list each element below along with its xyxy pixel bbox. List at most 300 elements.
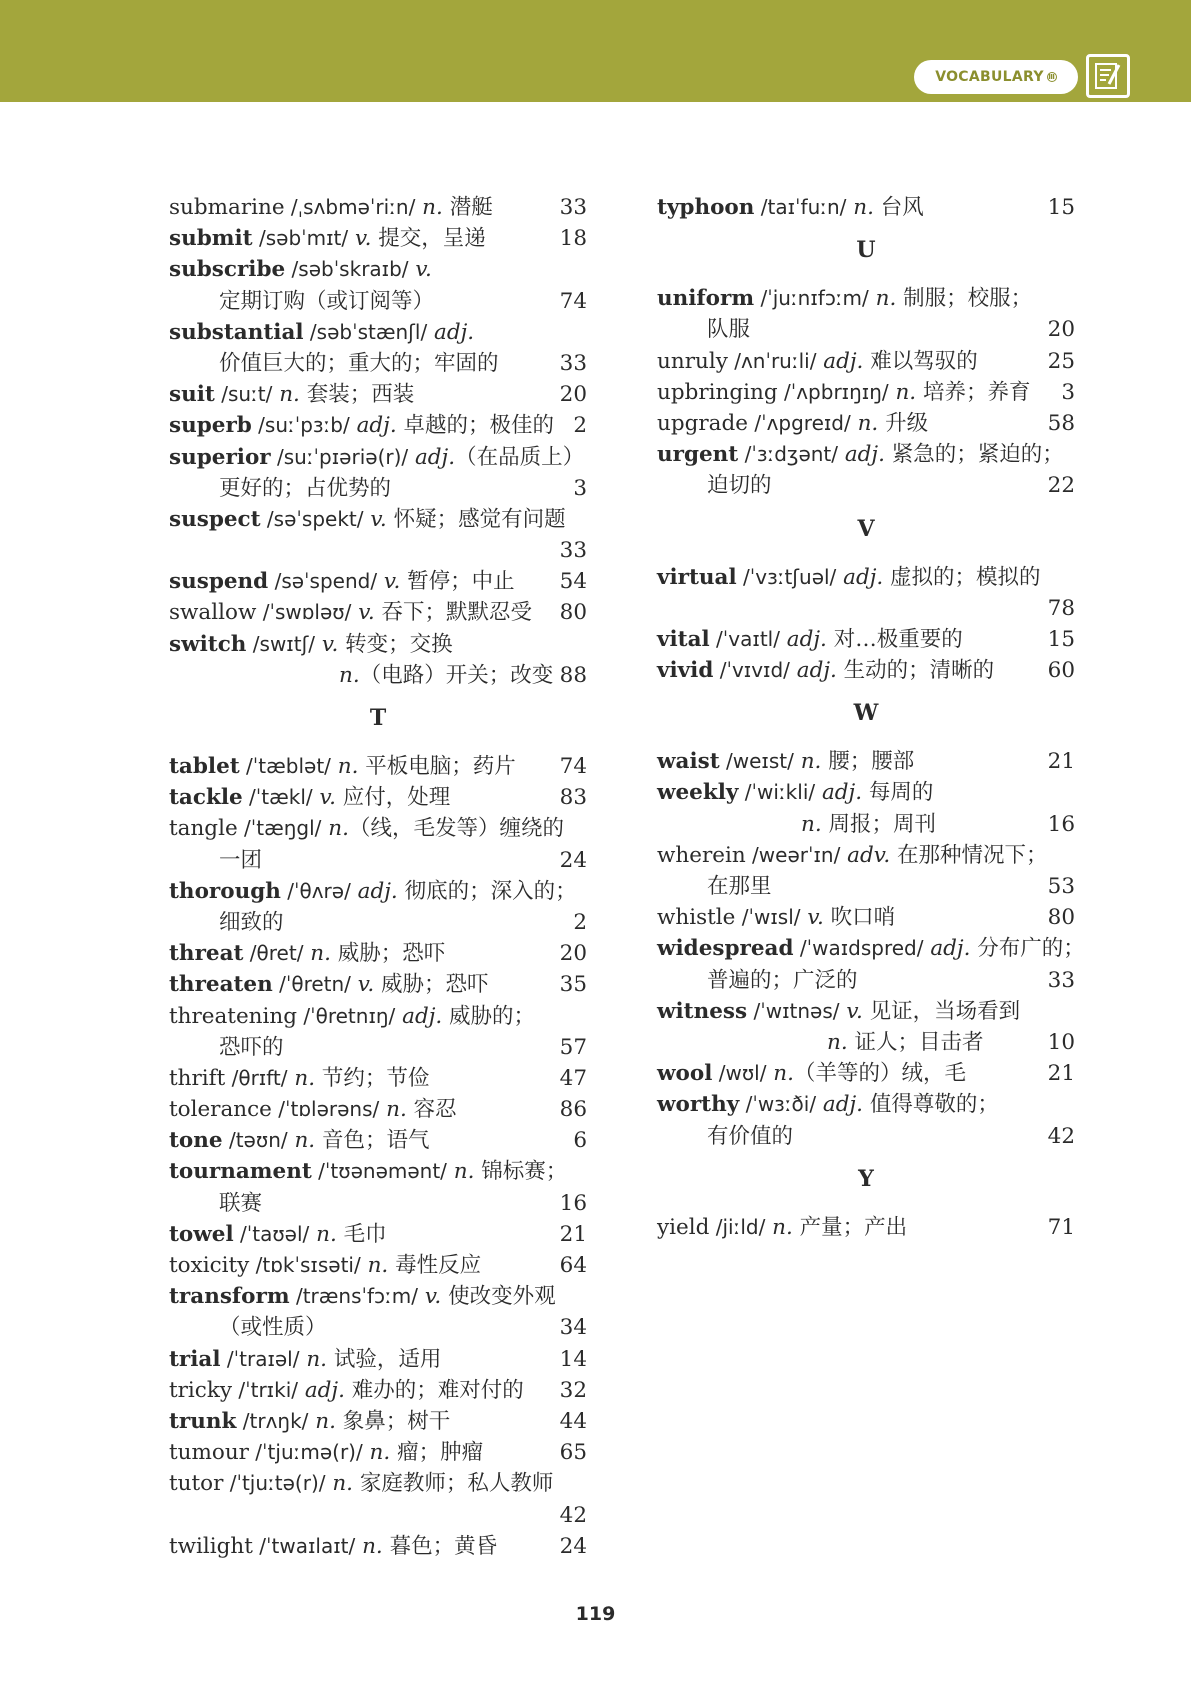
definition: 价值巨大的；重大的；牢固的 <box>219 350 499 376</box>
part-of-speech: n. <box>827 1029 848 1055</box>
headword: towel <box>169 1221 234 1247</box>
phonetic: /ˈvɜːtʃuəl/ <box>736 564 837 589</box>
part-of-speech: n. <box>888 379 917 405</box>
phonetic: /ˈswɒləʊ/ <box>256 600 352 625</box>
entry <box>169 1094 587 1125</box>
entry <box>657 1212 1075 1243</box>
entry <box>169 317 587 348</box>
part-of-speech: n. <box>362 1440 391 1466</box>
phonetic: /trænsˈfɔːm/ <box>289 1284 418 1309</box>
part-of-speech: adj. <box>395 1003 443 1029</box>
definition: 威胁；恐吓 <box>374 972 489 998</box>
page-ref: 2 <box>573 909 587 935</box>
entry <box>169 629 587 660</box>
headword: virtual <box>657 564 737 590</box>
part-of-speech: v. <box>351 600 375 626</box>
part-of-speech: n. <box>850 410 879 436</box>
entry <box>169 1219 587 1250</box>
page-ref: 14 <box>559 1346 587 1372</box>
entry <box>169 938 587 969</box>
definition: （羊等的）绒，毛 <box>793 1061 966 1087</box>
part-of-speech: n. <box>303 941 331 967</box>
entry <box>657 377 1075 408</box>
part-of-speech: n. <box>330 754 359 779</box>
page-ref: 10 <box>1047 1029 1075 1055</box>
page-ref: 83 <box>559 785 587 811</box>
definition: 转变；交换 <box>338 631 453 657</box>
entry <box>657 1058 1075 1089</box>
headword: upbringing <box>657 379 778 405</box>
page-ref: 74 <box>559 288 587 314</box>
definition: 虚拟的；模拟的 <box>883 564 1041 590</box>
headword: tone <box>169 1128 223 1154</box>
part-of-speech: n. <box>415 195 443 220</box>
definition: 见证，当场看到 <box>862 998 1021 1024</box>
headword: wool <box>657 1061 713 1087</box>
part-of-speech: n. <box>308 1408 336 1434</box>
phonetic: /suːt/ <box>214 382 273 407</box>
page-ref: 71 <box>1047 1214 1075 1240</box>
part-of-speech: n. <box>325 1471 353 1497</box>
section-mark: Ⅲ <box>1048 73 1056 81</box>
phonetic: /ˌsʌbməˈriːn/ <box>284 195 416 219</box>
page-ref: 34 <box>559 1315 587 1341</box>
headword: thorough <box>169 878 281 904</box>
phonetic: /weɪst/ <box>719 749 794 774</box>
headword: tournament <box>169 1159 312 1185</box>
definition: 吞下；默默忍受 <box>374 600 532 626</box>
headword: vital <box>657 626 710 652</box>
part-of-speech: n. <box>309 1221 337 1247</box>
page-ref: 80 <box>559 600 587 626</box>
entry <box>169 597 587 628</box>
part-of-speech: n. <box>793 749 822 775</box>
page-ref: 53 <box>1047 874 1075 899</box>
phonetic: /ˈtrɪki/ <box>232 1377 298 1402</box>
headword: superior <box>169 444 271 470</box>
headword: toxicity <box>169 1253 250 1278</box>
entry <box>169 223 587 254</box>
part-of-speech: adj. <box>427 319 475 345</box>
phonetic: /ˈʌpbrɪŋɪŋ/ <box>777 379 889 404</box>
entry <box>169 1281 587 1312</box>
headword: urgent <box>657 442 739 468</box>
page-ref: 16 <box>559 1190 587 1216</box>
headword: vivid <box>657 658 714 684</box>
part-of-speech: n. <box>287 1128 316 1154</box>
headword: widespread <box>657 936 794 962</box>
phonetic: /ˈtækl/ <box>242 785 313 810</box>
headword: submarine <box>169 195 285 220</box>
definition: 怀疑；感觉有问题 <box>386 506 566 532</box>
entry <box>169 379 587 410</box>
part-of-speech: n. <box>868 286 897 312</box>
definition: 锦标赛； <box>474 1159 568 1185</box>
page-ref: 6 <box>573 1128 587 1154</box>
headword: tutor <box>169 1471 224 1497</box>
phonetic: /ˈjuːnɪfɔːm/ <box>754 286 869 311</box>
definition: 试验，适用 <box>327 1346 442 1372</box>
definition: 容忍 <box>406 1097 457 1123</box>
part-of-speech: adv. <box>840 842 891 868</box>
phonetic: /jiːld/ <box>709 1214 766 1239</box>
entry <box>657 655 1075 686</box>
page-ref: 24 <box>559 1533 587 1559</box>
entry <box>657 1089 1075 1120</box>
headword: trunk <box>169 1408 237 1434</box>
definition: 威胁；恐吓 <box>330 941 446 967</box>
headword: tumour <box>169 1440 249 1466</box>
section-label-pill <box>914 60 1078 94</box>
page-ref: 21 <box>1047 1061 1075 1087</box>
section-letter: V <box>857 515 875 542</box>
part-of-speech: adj. <box>836 564 884 590</box>
entry-continuation <box>169 845 587 876</box>
headword: tolerance <box>169 1097 272 1123</box>
headword: whistle <box>657 905 736 931</box>
phonetic: /səbˈskraɪb/ <box>285 257 409 282</box>
entry <box>169 1250 587 1281</box>
headword: tackle <box>169 785 243 811</box>
headword: threat <box>169 941 244 967</box>
phonetic: /ˈtæŋgl/ <box>237 816 322 841</box>
phonetic: /ˈtaʊəl/ <box>233 1221 310 1246</box>
headword: twilight <box>169 1533 253 1559</box>
part-of-speech: n. <box>355 1533 383 1559</box>
phonetic: /ˈtʊənəmənt/ <box>311 1159 447 1184</box>
part-of-speech: v. <box>350 972 375 998</box>
part-of-speech: n. <box>287 1065 316 1091</box>
phonetic: /ˈθʌrə/ <box>280 878 351 903</box>
part-of-speech: v. <box>408 257 432 283</box>
entry-continuation <box>169 473 587 504</box>
phonetic: /θrɪft/ <box>225 1065 288 1090</box>
entry <box>169 1156 587 1187</box>
definition: 难办的；难对付的 <box>344 1377 524 1403</box>
phonetic: /ˈtraɪəl/ <box>220 1346 300 1371</box>
part-of-speech: adj. <box>350 878 398 904</box>
phonetic: /təʊn/ <box>222 1128 288 1153</box>
phonetic: /səˈspekt/ <box>260 506 364 531</box>
phonetic: /səbˈmɪt/ <box>252 226 349 251</box>
definition: 更好的；占优势的 <box>219 475 392 501</box>
entry <box>169 813 587 844</box>
entry <box>169 566 587 597</box>
definition: 家庭教师；私人教师 <box>353 1471 554 1497</box>
part-of-speech: adj. <box>408 444 456 470</box>
entry <box>657 840 1075 871</box>
headword: upgrade <box>657 410 748 436</box>
definition: 生动的；清晰的 <box>836 658 995 684</box>
headword: swallow <box>169 600 257 626</box>
entry <box>169 1468 587 1499</box>
part-of-speech: n. <box>446 1159 475 1185</box>
part-of-speech: n. <box>360 1253 389 1278</box>
phonetic: /ˈvaɪtl/ <box>709 626 780 651</box>
page-ref: 33 <box>559 350 587 376</box>
page-ref: 80 <box>1047 905 1075 931</box>
definition: 在那种情况下； <box>890 842 1048 868</box>
headword: superb <box>169 413 252 439</box>
headword: substantial <box>169 319 304 345</box>
entry <box>657 346 1075 377</box>
definition: 毒性反应 <box>388 1253 482 1278</box>
page-ref: 64 <box>559 1253 587 1278</box>
definition: 恐吓的 <box>219 1034 284 1060</box>
entry <box>169 410 587 441</box>
definition: 定期订购（或订阅等） <box>219 288 435 314</box>
definition: 套装；西装 <box>299 382 415 408</box>
phonetic: /ˈɜːdʒənt/ <box>738 442 839 467</box>
part-of-speech: v. <box>839 998 863 1024</box>
headword: trial <box>169 1346 221 1372</box>
definition: 卓越的；极佳的 <box>396 413 555 439</box>
definition: 应付，处理 <box>335 785 451 811</box>
page-ref: 24 <box>559 847 587 873</box>
part-of-speech: n. <box>321 816 349 842</box>
headword: tablet <box>169 754 240 779</box>
definition: 暮色；黄昏 <box>382 1533 498 1559</box>
definition: 紧急的；紧迫的； <box>884 442 1064 468</box>
part-of-speech: adj. <box>349 413 397 439</box>
entry <box>169 782 587 813</box>
page-ref: 33 <box>1047 967 1075 993</box>
definition: 一团 <box>219 847 263 873</box>
page-ref: 42 <box>1047 1123 1075 1149</box>
definition: 每周的 <box>862 780 934 806</box>
part-of-speech: v. <box>348 226 372 252</box>
phonetic: /trʌŋk/ <box>236 1408 309 1433</box>
page-ref: 57 <box>559 1034 587 1060</box>
definition: 潜艇 <box>442 195 493 220</box>
phonetic: /weərˈɪn/ <box>745 842 841 867</box>
definition: 台风 <box>873 195 924 220</box>
part-of-speech: n. <box>766 1061 794 1087</box>
phonetic: /taɪˈfuːn/ <box>754 195 847 219</box>
definition: 队服 <box>707 317 751 343</box>
entry-continuation <box>169 286 587 317</box>
phonetic: /ʌnˈruːli/ <box>727 348 817 373</box>
entry-continuation <box>657 470 1075 501</box>
entry-continuation <box>169 1500 587 1531</box>
page-ref: 20 <box>1047 317 1075 343</box>
phonetic: /ˈwɜːði/ <box>739 1092 817 1117</box>
phonetic: /θret/ <box>243 941 304 966</box>
phonetic: /ˈwaɪdspred/ <box>793 936 924 961</box>
page-ref: 15 <box>1047 626 1075 652</box>
page-ref: 33 <box>559 195 587 220</box>
definition: 在那里 <box>707 874 772 899</box>
headword: unruly <box>657 348 728 374</box>
entry-continuation <box>657 314 1075 345</box>
part-of-speech: n. <box>272 382 300 408</box>
page-ref: 15 <box>1047 195 1075 220</box>
page-ref: 22 <box>1047 473 1075 499</box>
notepad-pencil-icon <box>1086 54 1130 98</box>
part-of-speech: n. <box>299 1346 327 1372</box>
entry-continuation <box>657 871 1075 902</box>
phonetic: /ˈvɪvɪd/ <box>713 658 790 683</box>
definition: 暂停；中止 <box>400 569 515 595</box>
section-letter: U <box>856 237 876 264</box>
phonetic: /ˈθretn/ <box>272 972 351 997</box>
part-of-speech: adj. <box>816 348 864 374</box>
page-ref: 32 <box>559 1377 587 1403</box>
entry-continuation <box>657 1027 1075 1058</box>
headword: witness <box>657 998 748 1024</box>
headword: waist <box>657 749 720 775</box>
page-ref: 25 <box>1047 348 1075 374</box>
entry <box>169 751 587 782</box>
page-ref: 54 <box>559 569 587 595</box>
entry-continuation <box>657 593 1075 624</box>
section-letter: T <box>369 705 387 731</box>
entry <box>169 1001 587 1032</box>
entry-continuation <box>169 660 587 691</box>
entry <box>169 1344 587 1375</box>
phonetic: /ˈwɪtnəs/ <box>747 998 840 1023</box>
headword: typhoon <box>657 195 755 220</box>
definition: 提交，呈递 <box>371 226 486 252</box>
entry-continuation <box>169 1312 587 1343</box>
left-column <box>169 192 587 1562</box>
entry-continuation <box>169 1188 587 1219</box>
page-ref: 21 <box>1047 749 1075 775</box>
part-of-speech: adj. <box>789 658 837 684</box>
part-of-speech: adj. <box>838 442 885 468</box>
headword: transform <box>169 1284 290 1310</box>
entry-continuation <box>657 1121 1075 1152</box>
page-ref: 18 <box>559 226 587 252</box>
phonetic: /ˈwɪsl/ <box>735 905 801 930</box>
headword: tricky <box>169 1377 233 1403</box>
page-ref: 3 <box>573 475 587 501</box>
phonetic: /suːˈpɜːb/ <box>251 413 350 438</box>
page-ref: 78 <box>1047 595 1075 621</box>
definition: 音色；语气 <box>315 1128 430 1154</box>
section-letter: Y <box>858 1165 874 1192</box>
part-of-speech: n. <box>765 1214 793 1240</box>
phonetic: /səbˈstænʃl/ <box>303 319 428 344</box>
phonetic: /ˈtæblət/ <box>239 754 331 778</box>
definition: 分布广的； <box>970 936 1085 962</box>
definition: 象鼻；树干 <box>335 1408 451 1434</box>
part-of-speech: adj. <box>297 1377 345 1403</box>
headword: switch <box>169 631 247 657</box>
headword: yield <box>657 1214 710 1240</box>
entry-continuation <box>169 1032 587 1063</box>
headword: uniform <box>657 286 755 312</box>
page-number: 119 <box>575 1603 616 1625</box>
phonetic: /ˈtwaɪlaɪt/ <box>252 1533 356 1558</box>
definition: （或性质） <box>219 1315 327 1341</box>
definition: 毛巾 <box>336 1221 387 1247</box>
part-of-speech: adj. <box>815 780 863 806</box>
definition: 对…极重要的 <box>826 626 963 652</box>
section-letter: W <box>853 700 879 727</box>
entry-continuation <box>169 348 587 379</box>
headword: threaten <box>169 972 273 998</box>
entry <box>169 1531 587 1562</box>
definition: 普遍的；广泛的 <box>707 967 858 993</box>
page-ref: 65 <box>559 1440 587 1466</box>
phonetic: /wʊl/ <box>712 1061 767 1086</box>
headword: threatening <box>169 1003 298 1029</box>
phonetic: /ˈʌpgreɪd/ <box>747 410 851 435</box>
definition: 迫切的 <box>707 473 772 499</box>
part-of-speech: n. <box>846 195 874 220</box>
definition: 制服；校服； <box>896 286 1033 312</box>
entry-continuation <box>657 809 1075 840</box>
phonetic: /suːˈpɪəriə(r)/ <box>270 444 409 469</box>
headword: tangle <box>169 816 238 842</box>
entry <box>657 562 1075 593</box>
entry-continuation <box>169 535 587 566</box>
entry <box>657 408 1075 439</box>
definition: 瘤；肿瘤 <box>390 1440 484 1466</box>
page-ref: 16 <box>1047 811 1075 837</box>
definition: 证人；目击者 <box>847 1029 984 1055</box>
part-of-speech: v. <box>363 506 387 532</box>
headword: subscribe <box>169 257 286 283</box>
headword: weekly <box>657 780 739 806</box>
entry-continuation <box>169 907 587 938</box>
definition: 周报；周刊 <box>821 811 937 837</box>
section-label: VOCABULARY <box>935 69 1044 85</box>
definition: 使改变外观 <box>441 1284 556 1310</box>
page-ref: 47 <box>559 1065 587 1091</box>
definition: 腰；腰部 <box>821 749 915 775</box>
definition: 联赛 <box>219 1190 263 1216</box>
definition: 有价值的 <box>707 1123 794 1149</box>
part-of-speech: v. <box>312 785 336 811</box>
definition: 细致的 <box>219 909 284 935</box>
phonetic: /tɒkˈsɪsəti/ <box>249 1253 361 1277</box>
entry <box>657 283 1075 314</box>
part-of-speech: v. <box>417 1284 442 1310</box>
page-ref: 42 <box>559 1502 587 1528</box>
entry <box>169 504 587 535</box>
page-ref: 3 <box>1061 379 1075 405</box>
page-ref: 35 <box>559 972 587 998</box>
headword: suspect <box>169 506 261 532</box>
phonetic: /swɪtʃ/ <box>246 631 316 656</box>
entry <box>169 1406 587 1437</box>
entry <box>169 1063 587 1094</box>
entry <box>657 902 1075 933</box>
part-of-speech: v. <box>377 569 401 595</box>
page-ref: 33 <box>559 538 587 564</box>
entry <box>657 777 1075 808</box>
page-ref: 21 <box>559 1221 587 1247</box>
part-of-speech: n. <box>339 662 360 688</box>
entry-continuation <box>657 965 1075 996</box>
entry <box>657 746 1075 777</box>
headword: worthy <box>657 1092 740 1118</box>
entry <box>657 996 1075 1027</box>
part-of-speech: n. <box>379 1097 407 1123</box>
phonetic: /ˈtjuːtə(r)/ <box>223 1471 326 1496</box>
definition: 平板电脑；药片 <box>358 754 516 779</box>
entry <box>657 192 1075 223</box>
part-of-speech: adj. <box>779 626 827 652</box>
phonetic: /ˈtɒlərəns/ <box>271 1097 380 1122</box>
definition: （在品质上） <box>455 444 585 470</box>
page-ref: 44 <box>559 1408 587 1434</box>
phonetic: /ˈwiːkli/ <box>738 780 816 805</box>
entry <box>169 254 587 285</box>
page-ref: 20 <box>559 941 587 967</box>
